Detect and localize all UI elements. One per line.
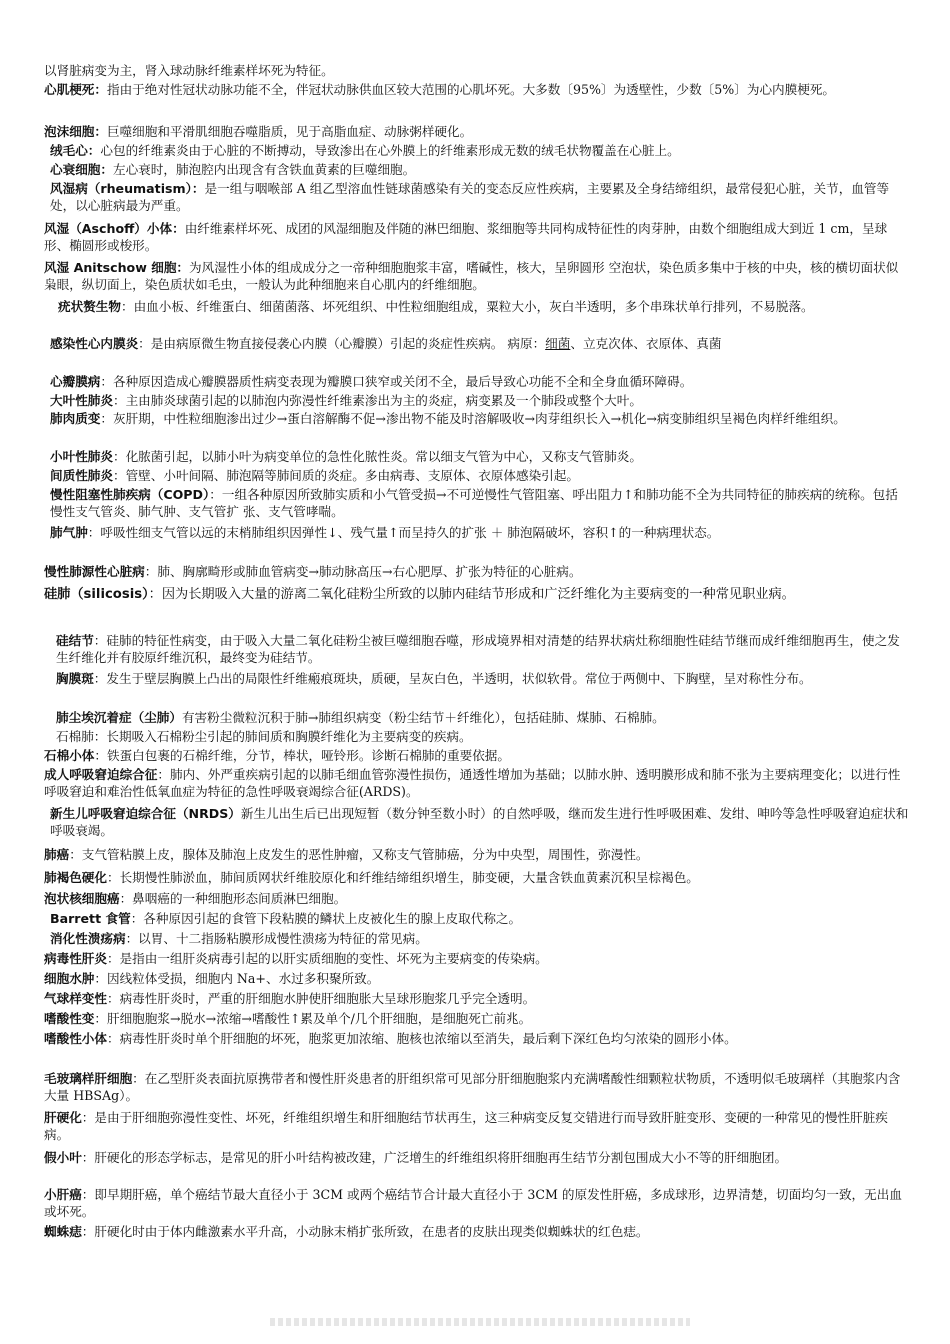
definition-entry [44, 563, 910, 580]
entry-term: 细胞水肿 [44, 971, 95, 986]
definition-entry [56, 632, 910, 667]
entry-text: ：化脓菌引起，以肺小叶为病变单位的急性化脓性炎。常以细支气管为中心，又称支气管肺炎。 [112, 449, 642, 464]
definition-entry [44, 1109, 910, 1144]
entry-term: 嗜酸性变 [44, 1011, 95, 1026]
entry-term: 间质性肺炎 [50, 468, 113, 483]
entry-term: 慢性阻塞性肺疾病（COPD） [50, 487, 210, 502]
entry-text: ：病毒性肝炎时单个肝细胞的坏死，胞浆更加浓缩、胞核也浓缩以至消失，最后剩下深红色均匀浓染的圆形小体。 [106, 1031, 737, 1046]
entry-text: 由纤维素样坏死、成团的风湿细胞及伴随的淋巴细胞、浆细胞等共同构成特征性的肉芽肿，由数个细胞组成大到近 1 cm，呈球形、椭圆形或梭形。 [44, 221, 888, 254]
entry-term: 疣状赘生物 [58, 299, 121, 314]
entry-text: 左心衰时，肺泡腔内出现含有含铁血黄素的巨噬细胞。 [112, 162, 416, 177]
entry-term: 假小叶 [44, 1150, 82, 1165]
entry-text: ：肺、胸廓畸形或肺血管病变→肺动脉高压→右心肥厚、扩张为特征的心脏病。 [144, 564, 582, 579]
definition-entry [44, 869, 910, 886]
entry-term: 泡状核细胞癌 [44, 891, 120, 906]
text-line [56, 728, 910, 745]
definition-entry [50, 410, 910, 427]
definition-entry [44, 1149, 910, 1166]
entry-term: 大叶性肺炎 [50, 393, 113, 408]
definition-entry [50, 180, 910, 215]
entry-text: ：主由肺炎球菌引起的以肺泡内弥漫性纤维素渗出为主的炎症，病变累及一个肺段或整个大叶。 [112, 393, 642, 408]
definition-entry [44, 1186, 910, 1221]
entry-text: 是一组与咽喉部 A 组乙型溶血性链球菌感染有关的变态反应性疾病，主要累及全身结缔组织，最常侵犯心脏，关节，血管等处，以心脏病最为严重。 [50, 181, 890, 214]
definition-entry [44, 766, 910, 801]
entry-term: 嗜酸性小体 [44, 1031, 107, 1046]
definition-entry [44, 584, 910, 606]
definition-entry [50, 486, 910, 521]
entry-text: ：呼吸性细支气管以远的末梢肺组织因弹性↓、残气量↑而呈持久的扩张 ＋ 肺泡隔破坏，容积↑的一种病理状态。 [87, 525, 720, 540]
definition-entry [44, 950, 910, 967]
entry-term: 肝硬化 [44, 1110, 82, 1125]
definition-entry [50, 142, 910, 159]
definition-entry [44, 1030, 910, 1047]
definition-entry [50, 910, 910, 927]
entry-text: ：是指由一组肝炎病毒引起的以肝实质细胞的变性、坏死为主要病变的传染病。 [106, 951, 548, 966]
entry-text: ：发生于壁层胸膜上凸出的局限性纤维瘢痕斑块，质硬，呈灰白色，半透明，状似软骨。常位于两侧中、下胸壁，呈对称性分布。 [93, 671, 812, 686]
entry-text: 为风湿性小体的组成成分之一帝种细胞胞浆丰富，嗜碱性，核大，呈卵圆形 空泡状，染色质多集中于核的中央，核的横切面状似枭眼，纵切面上，染色质状如毛虫，一般认为此种细胞来自心肌内的纤维细胞。 [44, 260, 899, 293]
text-line [44, 62, 910, 79]
entry-text: 新生儿出生后已出现短暂（数分钟至数小时）的自然呼吸，继而发生进行性呼吸困难、发绀、呻吟等急性呼吸窘迫症状和呼吸衰竭。 [50, 806, 909, 839]
definition-entry [50, 335, 910, 352]
entry-term: 风湿 Anitschow 细胞： [44, 260, 190, 275]
definition-entry [44, 220, 910, 255]
entry-text: ：是由病原微生物直接侵袭心内膜（心瓣膜）引起的炎症性疾病。 病原： [138, 336, 546, 351]
entry-term: 风湿（Aschoff）小体： [44, 221, 185, 236]
entry-text: ：即早期肝癌，单个癌结节最大直径小于 3CM 或两个癌结节合计最大直径小于 3CM 的原发性肝癌，多成球形，边界清楚，切面均匀一致，无出血或坏死。 [44, 1187, 902, 1220]
pathogen-bacteria: 细菌 [545, 336, 571, 351]
entry-text: ：各种原因引起的食管下段粘膜的鳞状上皮被化生的腺上皮取代称之。 [130, 911, 522, 926]
entry-text: ：肝细胞胞浆→脱水→浓缩→嗜酸性↑累及单个/几个肝细胞，是细胞死亡前兆。 [94, 1011, 532, 1026]
entry-text: ：硅肺的特征性病变，由于吸入大量二氧化硅粉尘被巨噬细胞吞噬，形成境界相对清楚的结界状病灶称细胞性硅结节继而成纤维细胞再生，使之发生纤维化并有胶原纤维沉积，最终变为硅结节。 [56, 633, 900, 666]
entry-term: 硅结节 [56, 633, 94, 648]
definition-entry [44, 890, 910, 907]
entry-term: 硅肺（silicosis） [44, 587, 149, 602]
entry-text: ：在乙型肝炎表面抗原携带者和慢性肝炎患者的肝组织常可见部分肝细胞胞浆内充满嗜酸性细颗粒状物质，不透明似毛玻璃样（其胞浆内含大量 HBSAg）。 [44, 1071, 901, 1104]
definition-entry [50, 373, 910, 390]
entry-text: ：肝硬化时由于体内雌激素水平升高，小动脉末梢扩张所致，在患者的皮肤出现类似蜘蛛状的红色痣。 [81, 1224, 649, 1239]
entry-text: 有害粉尘微粒沉积于肺→肺组织病变（粉尘结节＋纤维化），包括硅肺、煤肺、石棉肺。 [181, 710, 665, 725]
text-body: 石棉肺：长期吸入石棉粉尘引起的肺间质和胸膜纤维化为主要病变的疾病。 [56, 729, 472, 744]
definition-entry [50, 930, 910, 947]
entry-term: 肺尘埃沉着症（尘肺） [56, 710, 182, 725]
entry-text-tail: 、立克次体、衣原体、真菌 [570, 336, 722, 351]
definition-entry [50, 805, 910, 840]
definition-entry [50, 467, 910, 484]
entry-text: 指由于绝对性冠状动脉功能不全，伴冠状动脉供血区较大范围的心肌坏死。大多数〔95%〕为透壁性，少数〔5%〕为心内膜梗死。 [106, 82, 836, 97]
entry-term: 毛玻璃样肝细胞 [44, 1071, 133, 1086]
definition-entry [50, 448, 910, 465]
entry-term: 小肝癌 [44, 1187, 82, 1202]
entry-text: 心包的纤维素炎由于心脏的不断搏动，导致渗出在心外膜上的纤维素形成无数的绒毛状物覆盖在心脏上。 [100, 143, 680, 158]
entry-term: 肺气肿 [50, 525, 88, 540]
entry-term: 肺肉质变 [50, 411, 101, 426]
entry-text: ：因为长期吸入大量的游离二氧化硅粉尘所致的以肺内硅结节形成和广泛纤维化为主要病变的一种常见职业病。 [148, 587, 795, 602]
definition-entry [44, 1070, 910, 1105]
entry-text: ：支气管粘膜上皮，腺体及肺泡上皮发生的恶性肿瘤，又称支气管肺癌，分为中央型，周围性，弥漫性。 [69, 847, 649, 862]
entry-text: ：由血小板、纤维蛋白、细菌菌落、坏死组织、中性粒细胞组成，粟粒大小，灰白半透明，多个串珠状单行排列，不易脱落。 [120, 299, 814, 314]
entry-text: ：肺内、外严重疾病引起的以肺毛细血管弥漫性损伤，通透性增加为基础；以肺水肿、透明膜形成和肺不张为主要病理变化；以进行性呼吸窘迫和难治性低氧血症为特征的急性呼吸衰竭综合征(ARDS)。 [44, 767, 901, 800]
entry-text: ：病毒性肝炎时，严重的肝细胞水肿使肝细胞胀大呈球形胞浆几乎完全透明。 [106, 991, 536, 1006]
entry-text: ：是由于肝细胞弥漫性变性、坏死，纤维组织增生和肝细胞结节状再生，这三种病变反复交错进行而导致肝脏变形、变硬的一种常见的慢性肝脏疾病。 [44, 1110, 888, 1143]
definition-entry [44, 970, 910, 987]
entry-text: ：以胃、十二指肠粘膜形成慢性溃疡为特征的常见病。 [125, 931, 428, 946]
entry-term: 成人呼吸窘迫综合征 [44, 767, 158, 782]
entry-term: 肺癌 [44, 847, 70, 862]
definition-entry [44, 747, 910, 764]
entry-text: ：一组各种原因所致肺实质和小气管受损→不可逆慢性气管阻塞、呼出阻力↑和肺功能不全为共同特征的肺疾病的统称。包括慢性支气管炎、肺气肿、支气管扩 张、支气管哮喘。 [50, 487, 898, 520]
entry-term: 小叶性肺炎 [50, 449, 113, 464]
entry-term: 胸膜斑 [56, 671, 94, 686]
entry-term: 心衰细胞： [50, 162, 113, 177]
entry-term: 泡沫细胞： [44, 124, 107, 139]
definition-entry [44, 990, 910, 1007]
entry-term: 肺褐色硬化 [44, 870, 107, 885]
definition-entry [50, 392, 910, 409]
definition-entry [44, 1223, 910, 1240]
entry-term: 心瓣膜病 [50, 374, 101, 389]
definition-entry [44, 259, 910, 294]
entry-term: 气球样变性 [44, 991, 107, 1006]
entry-term: 蜘蛛痣 [44, 1224, 82, 1239]
entry-text: ：长期慢性肺淤血，肺间质网状纤维胶原化和纤维结缔组织增生，肺变硬，大量含铁血黄素沉积呈棕褐色。 [106, 870, 699, 885]
entry-text: ：因线粒体受损，细胞内 Na+、水过多积聚所致。 [94, 971, 380, 986]
entry-term: 石棉小体 [44, 748, 95, 763]
faded-footer-text [270, 1318, 690, 1326]
entry-text: ：灰肝期，中性粒细胞渗出过少→蛋白溶解酶不促→渗出物不能及时溶解吸收→肉芽组织长入→机化→病变肺组织呈褐色肉样纤维组织。 [100, 411, 846, 426]
entry-term: 风湿病（rheumatism）： [50, 181, 205, 196]
definition-entry [44, 123, 910, 140]
entry-term: 病毒性肝炎 [44, 951, 107, 966]
entry-term: 绒毛心： [50, 143, 101, 158]
entry-term: 慢性肺源性心脏病 [44, 564, 145, 579]
entry-term: 感染性心内膜炎 [50, 336, 139, 351]
definition-entry [50, 524, 910, 541]
entry-term: 心肌梗死： [44, 82, 107, 97]
entry-text: ：鼻咽癌的一种细胞形态间质淋巴细胞。 [119, 891, 347, 906]
entry-text: ：铁蛋白包裹的石棉纤维，分节，棒状，哑铃形。诊断石棉肺的重要依据。 [94, 748, 510, 763]
entry-term: 新生儿呼吸窘迫综合征（NRDS） [50, 806, 241, 821]
entry-text: ：管壁、小叶间隔、肺泡隔等肺间质的炎症。多由病毒、支原体、衣原体感染引起。 [112, 468, 579, 483]
definition-entry [44, 846, 910, 863]
definition-entry [56, 670, 910, 687]
definition-entry [44, 81, 910, 98]
entry-text: 巨噬细胞和平滑肌细胞吞噬脂质，见于高脂血症、动脉粥样硬化。 [106, 124, 473, 139]
entry-text: ：各种原因造成心瓣膜器质性病变表现为瓣膜口狭窄或关闭不全，最后导致心功能不全和全身血循环障碍。 [100, 374, 693, 389]
definition-entry [50, 298, 910, 315]
definition-entry [56, 709, 910, 726]
entry-term: Barrett 食管 [50, 911, 131, 926]
definition-entry [44, 1010, 910, 1027]
entry-text: ：肝硬化的形态学标志，是常见的肝小叶结构被改建，广泛增生的纤维组织将肝细胞再生结节分割包围成大小不等的肝细胞团。 [81, 1150, 788, 1165]
definition-entry [50, 161, 910, 178]
entry-term: 消化性溃疡病 [50, 931, 126, 946]
text-body: 以肾脏病变为主，肾入球动脉纤维素样坏死为特征。 [44, 63, 334, 78]
